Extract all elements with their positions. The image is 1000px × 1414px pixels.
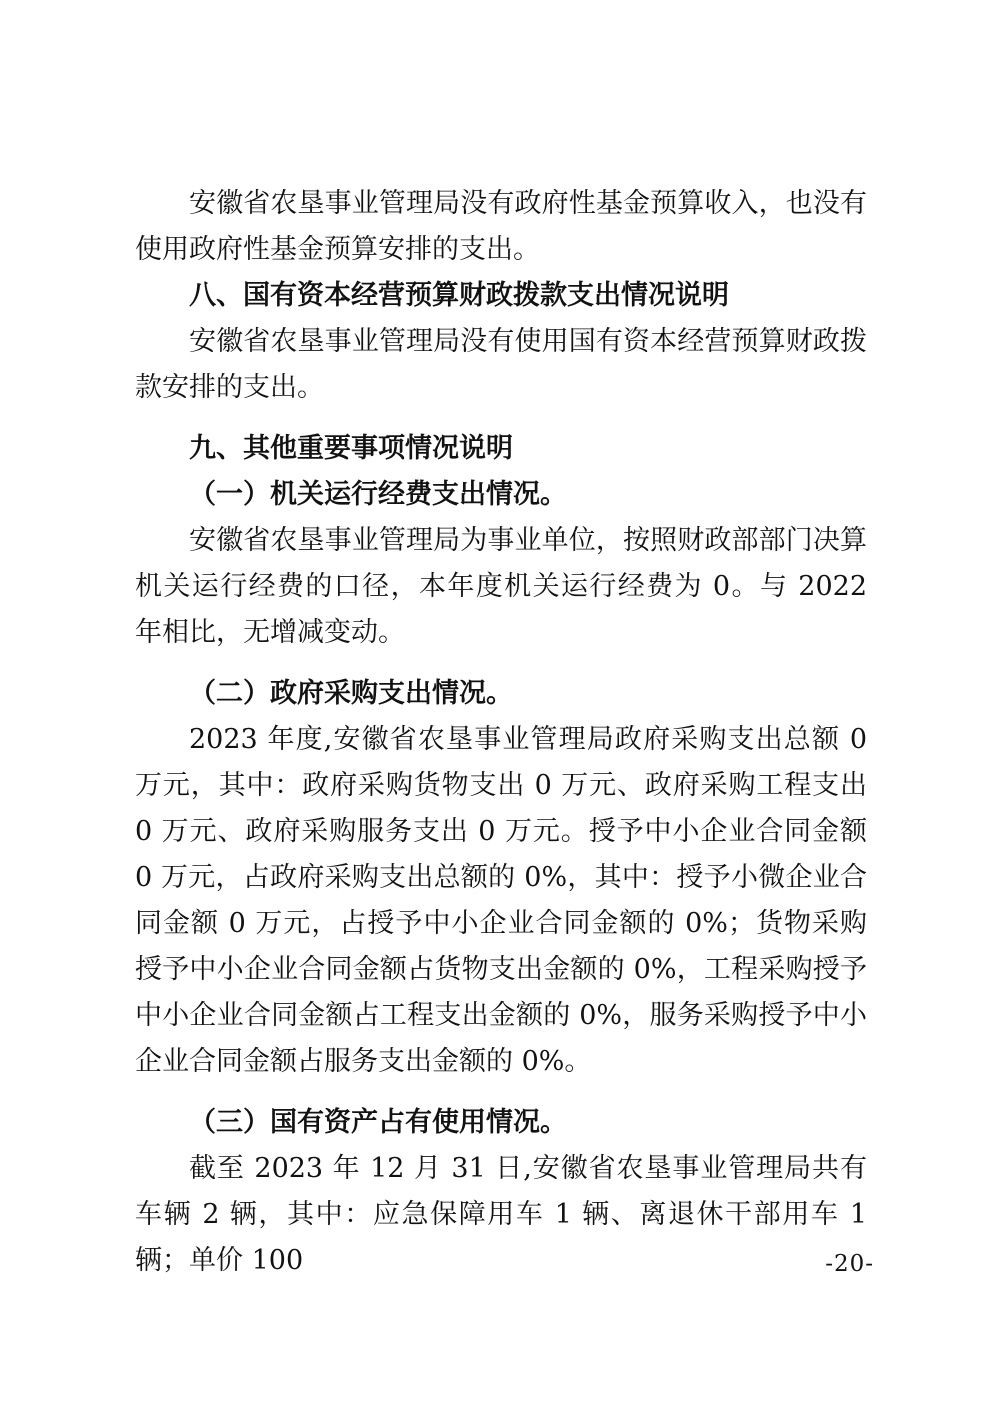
subsection-heading-1: （一）机关运行经费支出情况。 xyxy=(189,479,567,510)
paragraph-gov-procurement: 2023 年度,安徽省农垦事业管理局政府采购支出总额 0 万元，其中：政府采购货物支出 0 万元、政府采购工程支出 0 万元、政府采购服务支出 0 万元。授予中小企业合同金额 0 万元，占政府采购支出总额的 0%，其中：授予小微企业合同金额 0 万元，占授予中小企业合同金额的 0%；货物采购授予中小企业合同金额占货物支出金额的 0%，工程采购授予中小企业合同金额占工程支出金额的 0%，服务采购授予中小企业合同金额占服务支出金额的 0%。 xyxy=(135,724,867,1077)
section-heading-8: 八、国有资本经营预算财政拨款支出情况说明 xyxy=(189,280,729,311)
document-body xyxy=(135,181,867,1284)
paragraph-state-capital: 安徽省农垦事业管理局没有使用国有资本经营预算财政拨款安排的支出。 xyxy=(135,326,867,403)
subsection-heading-3: （三）国有资产占有使用情况。 xyxy=(189,1107,567,1138)
page-number: -20- xyxy=(825,1251,874,1277)
section-heading-9: 九、其他重要事项情况说明 xyxy=(189,433,513,464)
paragraph-state-assets: 截至 2023 年 12 月 31 日,安徽省农垦事业管理局共有车辆 2 辆，其中：应急保障用车 1 辆、离退休干部用车 1 辆；单价 100 xyxy=(135,1153,867,1276)
paragraph-gov-fund: 安徽省农垦事业管理局没有政府性基金预算收入，也没有使用政府性基金预算安排的支出。 xyxy=(135,188,867,265)
subsection-heading-2: （二）政府采购支出情况。 xyxy=(189,678,513,709)
paragraph-operating-expenses: 安徽省农垦事业管理局为事业单位，按照财政部部门决算机关运行经费的口径，本年度机关运行经费为 0。与 2022 年相比，无增减变动。 xyxy=(135,525,867,648)
